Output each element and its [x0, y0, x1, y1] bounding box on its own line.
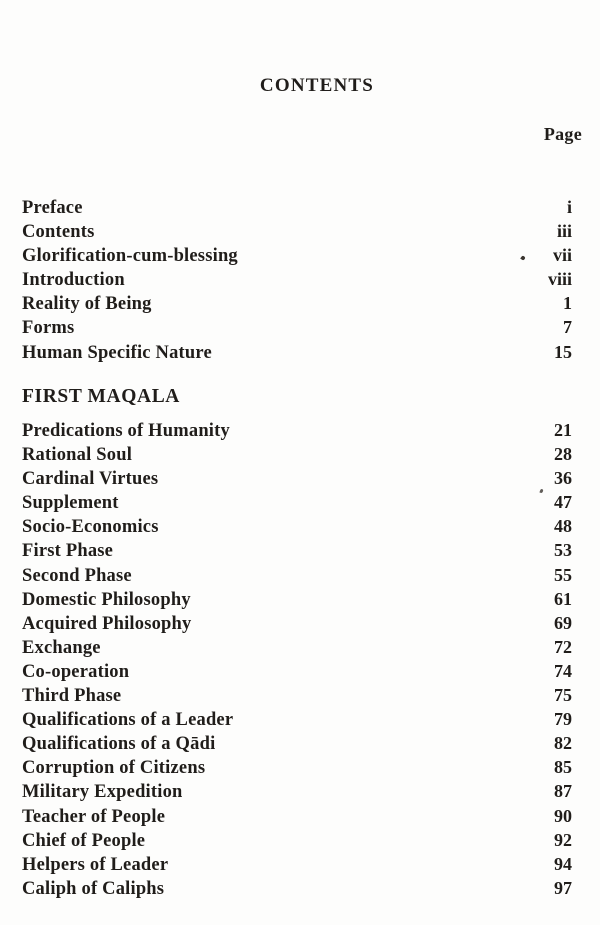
toc-row: [22, 514, 572, 538]
toc-entry-label: Qualifications of a Leader: [22, 710, 234, 731]
toc-row: [22, 852, 572, 876]
toc-row: [22, 195, 572, 219]
toc-row: [22, 315, 572, 339]
toc-entry-page: 87: [554, 781, 572, 802]
toc-entry-label: Co-operation: [22, 661, 130, 682]
toc-entry-label: Caliph of Caliphs: [22, 878, 165, 899]
page-number-column-header: Page: [543, 124, 582, 144]
toc-row: [22, 466, 572, 490]
toc-entry-label: Supplement: [22, 493, 119, 514]
toc-entry-page: 79: [554, 709, 572, 730]
toc-row: [22, 804, 572, 828]
toc-entry-page: viii: [547, 269, 572, 290]
toc-entry-page: 21: [554, 420, 572, 440]
toc-entry-page: 85: [554, 757, 572, 778]
toc-entry-page: 72: [554, 636, 572, 657]
toc-row: [22, 779, 572, 803]
toc-entry-page: 90: [554, 805, 572, 826]
toc-entry-page: 15: [554, 341, 572, 362]
toc-row: [22, 635, 572, 659]
toc-row: [22, 490, 572, 514]
toc-entry-label: Acquired Philosophy: [22, 613, 192, 634]
toc-entry-label: Forms: [22, 318, 75, 339]
toc-entry-label: First Phase: [22, 541, 114, 562]
toc-entry-label: Exchange: [22, 637, 101, 658]
toc-entry-label: Preface: [22, 198, 83, 218]
toc-entry-label: Predications of Humanity: [22, 421, 230, 441]
toc-entry-page: 7: [563, 317, 572, 338]
toc-entry-page: 69: [554, 612, 572, 633]
toc-entry-page: i: [566, 197, 572, 217]
toc-row: [22, 683, 572, 707]
toc-entry-page: 28: [554, 444, 572, 465]
toc-row: [22, 243, 572, 267]
toc-entry-page: 97: [554, 877, 572, 898]
toc-entry-label: Socio-Economics: [22, 517, 159, 538]
toc-entry-label: Cardinal Virtues: [22, 469, 159, 490]
toc-row: [22, 291, 572, 315]
toc-row: [22, 563, 572, 587]
toc-entry-page: 94: [554, 853, 572, 874]
toc-entry-label: Military Expedition: [22, 782, 183, 803]
toc-entry-label: Third Phase: [22, 686, 122, 707]
toc-entry-page: 48: [554, 516, 572, 537]
front-matter-list: [22, 195, 572, 364]
page-title: CONTENTS: [259, 75, 375, 96]
toc-entry-label: Contents: [22, 222, 95, 243]
section-heading-first-maqala: FIRST MAQALA: [22, 386, 180, 407]
toc-row: [22, 731, 572, 755]
first-maqala-list: [22, 418, 572, 900]
toc-row: [22, 755, 572, 779]
toc-entry-label: Second Phase: [22, 565, 132, 586]
toc-entry-page: 92: [554, 829, 572, 850]
toc-entry-label: Introduction: [22, 270, 125, 291]
toc-entry-page: 75: [554, 685, 572, 706]
toc-entry-label: Human Specific Nature: [22, 342, 212, 363]
toc-entry-label: Teacher of People: [22, 806, 166, 827]
toc-entry-page: 55: [554, 564, 572, 585]
toc-row: [22, 876, 572, 900]
toc-entry-page: 74: [554, 660, 572, 681]
toc-entry-page: 53: [554, 540, 572, 561]
toc-entry-label: Chief of People: [22, 830, 146, 851]
toc-row: [22, 219, 572, 243]
toc-entry-page: 36: [554, 468, 572, 489]
toc-entry-label: Rational Soul: [22, 445, 133, 466]
toc-row: [22, 418, 572, 442]
toc-row: [22, 587, 572, 611]
toc-entry-label: Glorification-cum-blessing: [22, 246, 238, 267]
toc-entry-label: Qualifications of a Qādi: [22, 734, 216, 755]
toc-row: [22, 538, 572, 562]
toc-entry-page: 61: [554, 588, 572, 609]
toc-entry-page: vii: [552, 245, 572, 266]
toc-row: [22, 707, 572, 731]
toc-entry-label: Reality of Being: [22, 294, 152, 315]
toc-entry-label: Corruption of Citizens: [22, 758, 206, 779]
toc-entry-page: 82: [554, 733, 572, 754]
toc-row: [22, 828, 572, 852]
toc-entry-label: Domestic Philosophy: [22, 589, 191, 610]
toc-row: [22, 267, 572, 291]
toc-entry-label: Helpers of Leader: [22, 854, 169, 875]
toc-entry-page: 47: [554, 492, 572, 513]
toc-row: [22, 611, 572, 635]
toc-entry-page: iii: [556, 221, 572, 242]
toc-row: [22, 340, 572, 364]
toc-entry-page: 1: [563, 293, 572, 314]
toc-row: [22, 442, 572, 466]
toc-row: [22, 659, 572, 683]
